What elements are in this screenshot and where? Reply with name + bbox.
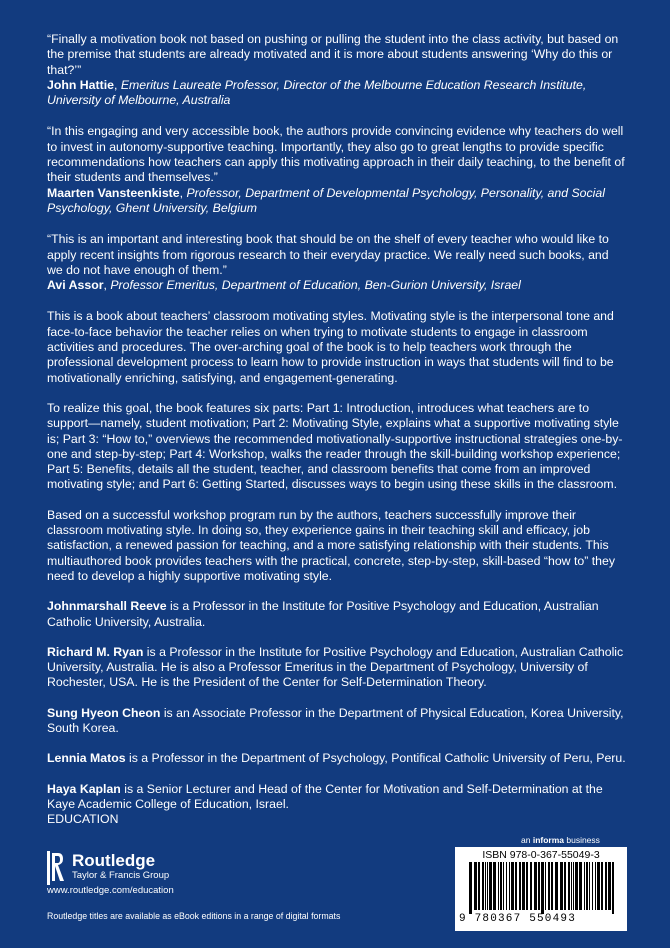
- barcode-bar: [584, 862, 585, 910]
- barcode-bar: [589, 862, 590, 910]
- author-bio-text: is a Professor in the Department of Psychology, Pontifical Catholic University of Peru, Peru.: [125, 751, 626, 766]
- endorser-name: Maarten Vansteenkiste: [47, 185, 180, 200]
- barcode-bar: [560, 862, 563, 910]
- informa-post: business: [564, 835, 600, 845]
- informa-brand: informa: [532, 835, 564, 845]
- informa-pre: an: [521, 835, 533, 845]
- barcode-bar: [592, 862, 593, 910]
- barcode-bar: [571, 862, 572, 910]
- endorsement-assor: “This is an important and interesting book that should be on the shelf of every teacher who would like to apply recent insights from rigorous research to their everyday practice. We really need such books, and we do not have enough of them.” Avi Assor, Professor Emeritus, Department of Education, Ben-Gurion University, Israel: [47, 232, 609, 293]
- quote-text: “In this engaging and very accessible book, the authors provide convincing evidence why teachers do well to invest in autonomy-supportive teaching. Importantly, they also go to great lengths to provide specific recommendations how teachers can apply this motivating approach in their daily teaching, to the benefit of their students and themselves.”: [47, 124, 625, 185]
- barcode-bar: [551, 862, 553, 910]
- barcode-bar: [478, 862, 480, 910]
- author-name: Sung Hyeon Cheon: [47, 705, 161, 720]
- author-bio-text: is a Senior Lecturer and Head of the Center for Motivation and Self-Determination at the Kaye Academic College of Education, Israel.: [47, 781, 603, 811]
- isbn-label: ISBN 978-0-367-55049-3: [482, 849, 600, 861]
- description-paragraph: Based on a successful workshop program run by the authors, teachers successfully improve their classroom motivating style. In doing so, they experience gains in their teaching skill and efficacy, job satisfaction, a renewed passion for teaching, and a more satisfying relationship with their students. This multiauthored book provides teachers with the practical, concrete, step-by-step, skill-based “how to” they need to develop a highly supportive motivating style.: [47, 507, 615, 583]
- barcode-bar: [487, 862, 488, 910]
- informa-tagline: [521, 835, 600, 845]
- author-bio: [47, 782, 627, 813]
- back-cover-text: [47, 32, 627, 827]
- barcode-bar: [469, 862, 472, 914]
- author-name: Richard M. Ryan: [47, 644, 144, 659]
- barcode-bar: [493, 862, 496, 910]
- barcode-bar: [485, 862, 486, 910]
- endorsement-vansteenkiste: “In this engaging and very accessible book, the authors provide convincing evidence why teachers do well to invest in autonomy-supportive teaching. Importantly, they also go to great lengths to provide specific recommendations how teachers can apply this motivating approach in their daily teaching, to the benefit of their students and themselves.” Maarten Vansteenkiste, Professor, Department of Developmental Psychology, Personality, and Social Psychology, Ghent University, Belgium: [47, 124, 625, 215]
- barcode-bar: [579, 862, 582, 910]
- publisher-url: www.routledge.com/education: [47, 885, 174, 896]
- endorser-affiliation: Professor Emeritus, Department of Education, Ben-Gurion University, Israel: [110, 278, 521, 293]
- barcode-bar: [515, 862, 517, 910]
- barcode-bar: [564, 862, 566, 910]
- author-bio: [47, 706, 627, 737]
- barcode-bar: [519, 862, 521, 910]
- barcode: [455, 847, 627, 931]
- description-paragraph: This is a book about teachers’ classroom motivating styles. Motivating style is the interpersonal tone and face-to-face behavior the teacher relies on when trying to motivate students to engage in classroom activities and procedures. The over-arching goal of the book is to help teachers work through the professional development process to learn how to provide instruction in ways that students will find to be motivationally enriching, satisfying, and engagement-generating.: [47, 309, 614, 385]
- author-name: Lennia Matos: [47, 751, 126, 766]
- barcode-bar: [568, 862, 570, 910]
- barcode-bar: [530, 862, 532, 910]
- barcode-bar: [522, 862, 525, 910]
- barcode-bar: [538, 862, 540, 910]
- subject-category: EDUCATION: [47, 812, 119, 826]
- author-bio-text: is an Associate Professor in the Department of Physical Education, Korea University, South Korea.: [47, 705, 624, 735]
- barcode-bar: [526, 862, 528, 910]
- quote-text: “This is an important and interesting book that should be on the shelf of every teacher who would like to apply recent insights from rigorous research to their everyday practice. We really need such books, and we do not have enough of them.”: [47, 232, 609, 277]
- barcode-bar: [601, 862, 603, 910]
- barcode-bar: [548, 862, 550, 910]
- routledge-r-icon: [47, 851, 65, 885]
- endorsement-hattie: “Finally a motivation book not based on pushing or pulling the student into the class activity, but based on the premise that students are already motivated and it is more about students answering ‘Why do this or that?’” John Hattie, Emeritus Laureate Professor, Director of the Melbourne Education Research Institute, University of Melbourne, Australia: [47, 32, 619, 108]
- endorser-affiliation: Emeritus Laureate Professor, Director of the Melbourne Education Research Institute, University of Melbourne, Australia: [47, 77, 587, 108]
- author-bio-text: is a Professor in the Institute for Positive Psychology and Education, Australian Catholic University, Australia.: [47, 599, 599, 629]
- routledge-logo: [47, 851, 207, 885]
- author-bio: [47, 645, 627, 691]
- barcode-bars: [467, 862, 617, 914]
- barcode-bar: [573, 862, 574, 910]
- quote-text: “Finally a motivation book not based on pushing or pulling the student into the class activity, but based on the premise that students are already motivated and it is more about students answering ‘Why do this or that?’”: [47, 32, 619, 77]
- author-name: Johnmarshall Reeve: [47, 599, 167, 614]
- barcode-bar: [612, 862, 614, 914]
- barcode-bar: [498, 862, 499, 910]
- barcode-bar: [511, 862, 514, 910]
- barcode-bar: [555, 862, 558, 910]
- endorser-affiliation: Professor, Department of Developmental Psychology, Personality, and Social Psychology, Ghent University, Belgium: [47, 185, 605, 215]
- barcode-bar: [482, 862, 484, 910]
- barcode-bar: [586, 862, 588, 910]
- barcode-bar: [534, 862, 537, 910]
- barcode-bar: [509, 862, 510, 910]
- author-bio: [47, 599, 627, 630]
- endorser-name: Avi Assor: [47, 278, 104, 293]
- barcode-bar: [605, 862, 607, 910]
- description-paragraph: To realize this goal, the book features six parts: Part 1: Introduction, introduces what teachers are to support—namely, student motivation; Part 2: Motivating Style, explains what a supportive motivating style is; Part 3: “How to,” overviews the recommended motivationally-supportive instructional strategies one-by-one and step-by-step; Part 4: Workshop, walks the reader through the skill-building workshop experience; Part 5: Benefits, details all the student, teacher, and classroom benefits that come from an improved motivating style; and Part 6: Getting Started, discusses ways to begin using these skills in the classroom.: [47, 400, 623, 492]
- ebook-note: Routledge titles are available as eBook editions in a range of digital formats: [47, 911, 341, 921]
- barcode-bar: [597, 862, 600, 910]
- endorser-name: John Hattie: [47, 77, 114, 92]
- barcode-bar: [506, 862, 507, 910]
- barcode-bar: [575, 862, 578, 910]
- barcode-bar: [595, 862, 596, 910]
- author-bio: [47, 751, 627, 766]
- barcode-bar: [608, 862, 611, 910]
- barcode-bar: [474, 862, 477, 910]
- author-bio-text: is a Professor in the Institute for Positive Psychology and Education, Australian Catholic University, Australia. He is also a Professor Emeritus in the Department of Psychology, University of Rochester, USA. He is the President of the Center for Self-Determination Theory.: [47, 644, 624, 690]
- author-name: Haya Kaplan: [47, 781, 121, 796]
- barcode-digits: 9 780367 550493: [459, 913, 577, 925]
- publisher-name: Routledge: [72, 851, 156, 870]
- publisher-group: Taylor & Francis Group: [72, 870, 170, 881]
- barcode-bar: [541, 862, 544, 914]
- barcode-bar: [545, 862, 546, 910]
- barcode-bar: [500, 862, 502, 910]
- barcode-bar: [489, 862, 492, 910]
- barcode-bar: [503, 862, 504, 910]
